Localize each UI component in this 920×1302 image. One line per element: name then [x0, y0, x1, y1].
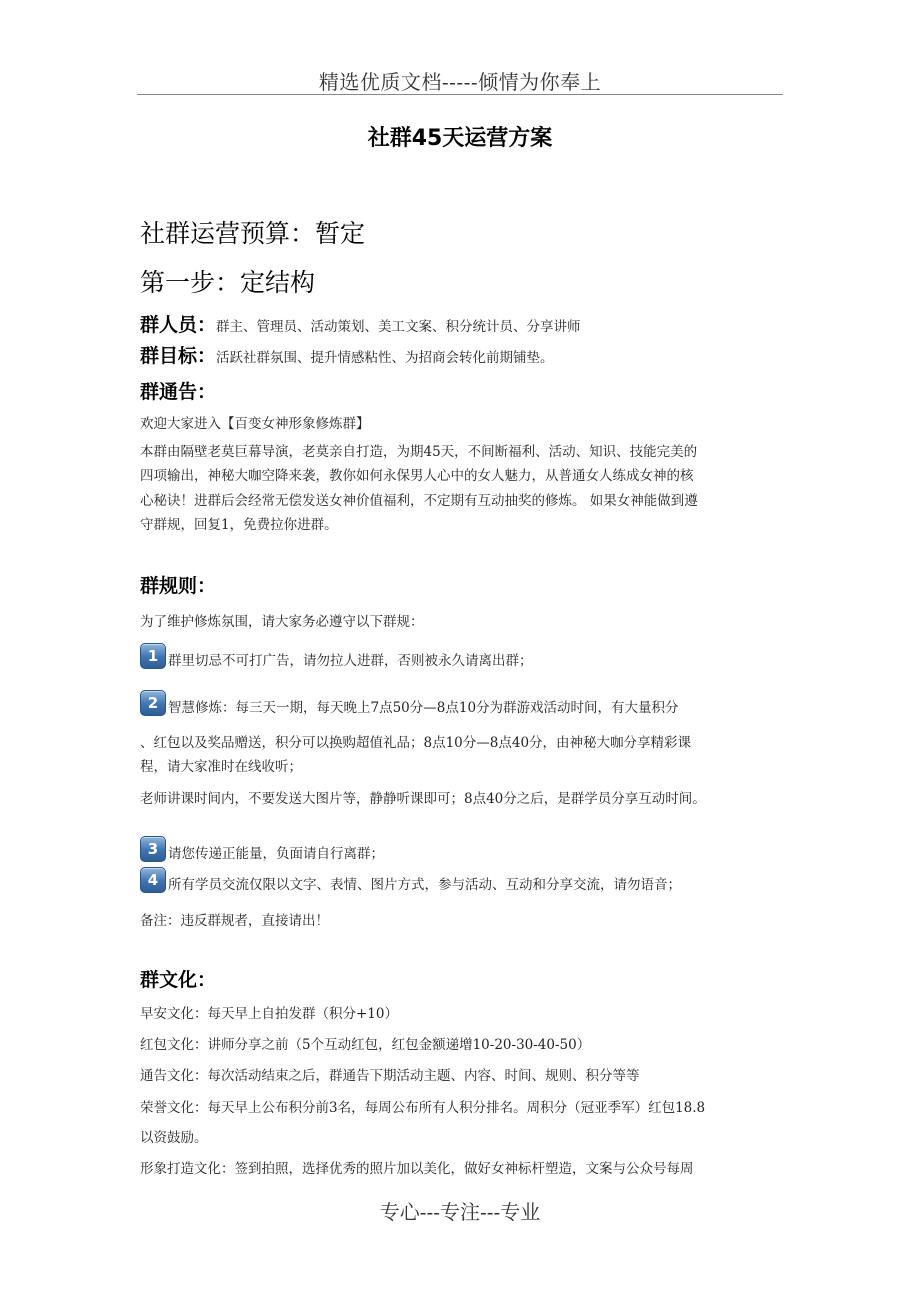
- rule-2-continuation: 程，请大家准时在线收听；: [140, 759, 302, 775]
- notice-line: 四项输出，神秘大咖空降来袭，教你如何永保男人心中的女人魅力，从普通女人练成女神的核: [140, 468, 694, 484]
- rule-item-3: [140, 836, 384, 862]
- rule-2-continuation: 、红包以及奖品赠送，积分可以换购超值礼品；8点10分—8点40分，由神秘大咖分享精彩课: [140, 735, 692, 751]
- culture-line: 以资鼓励。: [140, 1130, 208, 1146]
- rule-text: 所有学员交流仅限以文字、表情、图片方式，参与活动、互动和分享交流，请勿语音；: [168, 877, 681, 893]
- rule-text: 请您传递正能量，负面请自行离群；: [168, 846, 384, 862]
- notice-line: 守群规，回复1，免费拉你进群。: [140, 517, 338, 533]
- culture-line: 早安文化：每天早上自拍发群（积分+10）: [140, 1006, 398, 1022]
- number-3-icon: 3: [140, 836, 166, 862]
- members-label: 群人员：: [140, 314, 217, 336]
- culture-line: 荣誉文化：每天早上公布积分前3名，每周公布所有人积分排名。周积分（冠亚季军）红包18.8: [140, 1100, 706, 1116]
- culture-heading: 群文化：: [140, 969, 217, 991]
- notice-line: 欢迎大家进入【百变女神形象修炼群】: [140, 416, 370, 432]
- number-2-icon: 2: [140, 690, 166, 716]
- page-header: 精选优质文档-----倾情为你奉上: [318, 70, 602, 94]
- rule-text: 智慧修炼：每三天一期，每天晚上7点50分—8点10分为群游戏活动时间，有大量积分: [168, 700, 679, 716]
- members-value: 群主、管理员、活动策划、美工文案、积分统计员、分享讲师: [216, 319, 581, 335]
- notice-heading: 群通告：: [140, 381, 217, 403]
- budget-heading: 社群运营预算：暂定: [140, 219, 366, 248]
- goal-value: 活跃社群氛围、提升情感粘性、为招商会转化前期铺垫。: [216, 350, 554, 366]
- goal-row: [140, 341, 554, 368]
- number-1-icon: 1: [140, 643, 166, 669]
- rule-item-2: [140, 690, 679, 716]
- rules-heading: 群规则：: [140, 575, 217, 597]
- step1-heading: 第一步：定结构: [140, 268, 316, 297]
- culture-line: 红包文化：讲师分享之前（5个互动红包，红包金额递增10-20-30-40-50）: [140, 1037, 591, 1053]
- notice-line: 本群由隔壁老莫巨幕导演，老莫亲自打造，为期45天，不间断福利、活动、知识、技能完美的: [140, 444, 698, 460]
- culture-line: 通告文化：每次活动结束之后，群通告下期活动主题、内容、时间、规则、积分等等: [140, 1068, 640, 1084]
- culture-line: 形象打造文化：签到拍照，选择优秀的照片加以美化，做好女神标杆塑造，文案与公众号每周: [140, 1161, 694, 1177]
- rule-text: 群里切忌不可打广告，请勿拉人进群，否则被永久请离出群；: [168, 653, 533, 669]
- rules-remark: 备注：违反群规者，直接请出！: [140, 913, 329, 929]
- document-title: 社群45天运营方案: [367, 126, 553, 151]
- page-footer: 专心---专注---专业: [379, 1200, 541, 1224]
- notice-line: 心秘诀！进群后会经常无偿发送女神价值福利，不定期有互动抽奖的修炼。 如果女神能做到遵: [140, 493, 698, 509]
- number-4-icon: 4: [140, 867, 166, 893]
- rule-item-4: [140, 867, 681, 893]
- members-row: [140, 310, 581, 337]
- rules-intro: 为了维护修炼氛围，请大家务必遵守以下群规：: [140, 614, 424, 630]
- rule-item-1: [140, 643, 533, 669]
- teacher-note: 老师讲课时间内，不要发送大图片等，静静听课即可；8点40分之后，是群学员分享互动时间。: [140, 791, 706, 807]
- header-divider: [137, 94, 783, 95]
- goal-label: 群目标：: [140, 345, 217, 367]
